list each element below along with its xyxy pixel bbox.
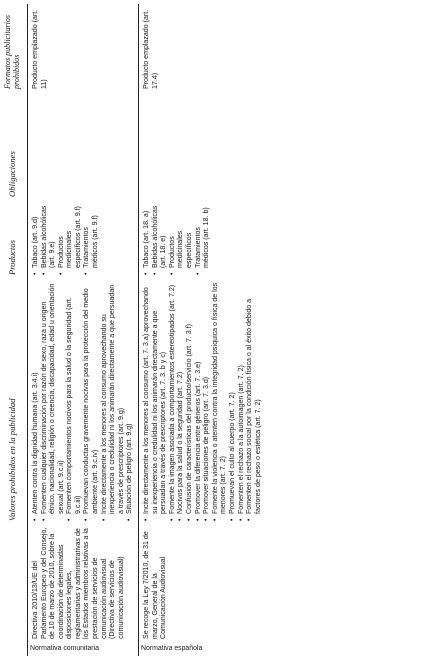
formatos-cell [139,4,267,92]
normativa-text: Directiva 2010/13/UE del Parlamento Europeo y del Consejo, de 10 de marzo de 2010, sobre la coordinación de determinadas disposiciones legales, reglamentarias y administrativas de los Estados miembros relativas a la prestación de servicios de comunicación audiovisual (Directiva de servicios de comunicación audiovisual) [31,527,125,639]
list-item: • Fomente la imagen asociada a comportamientos estereotipados (art. 7.2) [169,281,178,521]
header-productos: Productos [0,200,27,278]
header-section-spacer [0,642,27,656]
formatos-text: Producto emplazado (art. 17.4) [143,9,159,89]
list-item: • Tabaco (art. 9.d) [32,203,41,275]
list-item: • Productos medicinales específicos (art. 9.f) [58,203,84,275]
list-item: • Fomenten el rechazo social por la condición física o al éxito debido a factores de peso o estética (art. 7. 2) [246,281,263,521]
productos-list [32,203,101,275]
list-item: • Confusión de características del producto/servicio (art. 7. 3.f) [186,281,195,521]
list-item: • Situación de peligro (art. 9.g) [126,281,135,521]
valores-cell [27,278,138,524]
list-item: • Promuevan el culto al cuerpo (art. 7. 2) [229,281,238,521]
list-item: • Productos medicinales específicos [169,203,195,275]
list-item: • Incite directamente a los menores al consumo aprovechando su inexperiencia o credulidad ni los animarán directamente a que persuadan a través de prescriptores (art. 9.g) [101,281,127,521]
list-item: • Incite directamente a los menores al consumo (art. 7. 3.a) aprovechando su inexperiencia o credulidad ni los animarán directamente a que persuadan a través de prescriptores (art. 7. 3. b y c) [143,281,169,521]
list-item: • Fomenten cualquier discriminación por razón de sexo, raza u origen étnico, nacionalidad, religión o creencia, discapacidad, edad u orientación sexual (art. 9.c.ii) [41,281,67,521]
valores-list [143,281,263,521]
productos-list [143,203,212,275]
normativa-cell [139,524,267,642]
table-row [27,4,138,656]
list-item: • Fomente la violencia o atenten contra la integridad psíquica o física de los menores (art. 7. 2) [212,281,229,521]
normativa-text: Se recoge la Ley 7/2010, de 31 de marzo, General de la Comunicación Audiovisual [143,531,168,639]
table-row [139,4,267,656]
valores-cell [139,278,267,524]
formatos-text: Producto emplazado (art. 11) [31,9,48,89]
list-item: • Nocivos para la salud o la seguridad (art. 7.2) [177,281,186,521]
list-item: • Atenten contra la dignidad humana (art. 3.4.i) [32,281,41,521]
list-item: • Tratamientos médicos (art. 9.f) [83,203,100,275]
header-valores: Valores prohibidos en la publicidad [0,278,27,524]
section-label-cell [27,642,138,656]
regulation-table [0,4,266,656]
productos-cell [139,200,267,278]
productos-cell [27,200,138,278]
normativa-cell [27,524,138,642]
formatos-cell [27,4,138,92]
list-item: • Promover situaciones de peligro (art. 7. 3.d) [203,281,212,521]
obligaciones-cell [139,92,267,200]
section-label: Normativa comunitaria [29,645,99,652]
header-formatos: Formatos publicitarios prohibidos [0,4,27,92]
obligaciones-cell [27,92,138,200]
header-obligaciones: Obligaciones [0,92,27,200]
list-item: • Fomenten el rechazo a la autoimagen (art. 7. 2) [238,281,247,521]
valores-list [32,281,135,521]
header-row [0,4,27,656]
list-item: • Promuevan conductas gravemente nocivas para la protección del medio ambiente (art. 9.c.iv) [83,281,100,521]
list-item: • Bebidas alcohólicas (art. 9.e) [41,203,58,275]
section-label-cell [139,642,267,656]
header-normativa-spacer [0,524,27,642]
list-item: • Tratamientos médicos (art. 18. b) [195,203,212,275]
list-item: • Tabaco (art. 18. a) [143,203,152,275]
list-item: • Promover la diferencia entre géneros (art. 7. 3.e) [195,281,204,521]
list-item: • Fomenten comportamientos nocivos para la salud o la seguridad (art. 9.c.iii) [66,281,83,521]
section-label: Normativa española [141,645,203,652]
list-item: • Bebidas alcohólicas (art. 18. e) [152,203,169,275]
